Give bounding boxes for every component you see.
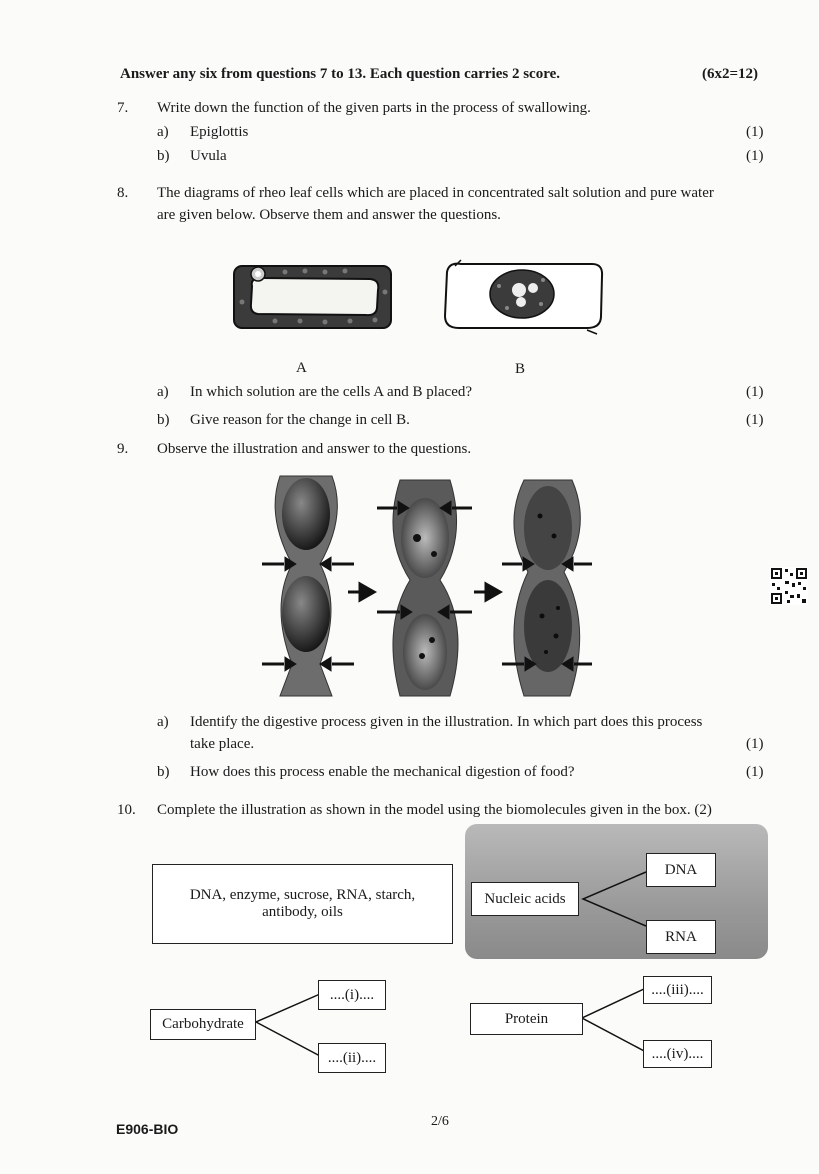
q7b-label: b) (157, 148, 170, 164)
section-instruction: Answer any six from questions 7 to 13. Each question carries 2 score. (120, 66, 560, 82)
cell-a-label: A (296, 360, 307, 376)
protein-connectors (580, 980, 648, 1062)
q9a-mark: (1) (746, 736, 764, 752)
q8-text-line1: The diagrams of rheo leaf cells which are placed in concentrated salt solution and pure water (157, 185, 714, 201)
q9b-text: How does this process enable the mechanical digestion of food? (190, 764, 575, 780)
footer-paper-code: E906-BIO (116, 1121, 179, 1137)
carbohydrate-box (150, 1009, 256, 1040)
q7a-text: Epiglottis (190, 124, 249, 140)
q9b-label: b) (157, 764, 170, 780)
q8-text-line2: are given below. Observe them and answer the questions. (157, 207, 501, 223)
q7b-mark: (1) (746, 148, 764, 164)
q10-number: 10. (117, 802, 136, 818)
blank-i-text: ....(i).... (329, 986, 375, 1003)
model-child-rna-box (646, 920, 716, 954)
word-box-line1: DNA, enzyme, sucrose, RNA, starch, (189, 887, 416, 903)
blank-iv-text: ....(iv).... (651, 1045, 704, 1062)
qr-code-icon (770, 567, 808, 605)
q7a-label: a) (157, 124, 169, 140)
q9-text: Observe the illustration and answer to the questions. (157, 441, 472, 457)
q7a-mark: (1) (746, 124, 764, 140)
protein-box (470, 1003, 583, 1035)
q8a-text: In which solution are the cells A and B placed? (190, 384, 473, 400)
blank-i-box[interactable] (318, 980, 386, 1010)
q8b-label: b) (157, 412, 170, 428)
q7-number: 7. (117, 100, 129, 116)
blank-iv-box[interactable] (643, 1040, 712, 1068)
word-box-line2: antibody, oils (262, 904, 343, 920)
q8b-mark: (1) (746, 412, 764, 428)
blank-iii-text: ....(iii).... (651, 981, 704, 998)
q8b-text: Give reason for the change in cell B. (190, 412, 410, 428)
q9a-text-line2: take place. (190, 736, 255, 752)
carbohydrate-text: Carbohydrate (162, 1016, 244, 1032)
q8a-label: a) (157, 384, 169, 400)
q7-text: Write down the function of the given parts in the process of swallowing. (157, 100, 591, 116)
blank-ii-box[interactable] (318, 1043, 386, 1073)
model-child-rna-text: RNA (665, 928, 697, 945)
q9a-label: a) (157, 714, 169, 730)
carbohydrate-connectors (252, 980, 322, 1062)
q8a-mark: (1) (746, 384, 764, 400)
protein-text: Protein (504, 1010, 549, 1027)
peristalsis-illustration (262, 476, 592, 698)
cell-b-label: B (515, 361, 526, 377)
model-root-box (471, 882, 579, 916)
model-child-dna-text: DNA (664, 861, 698, 878)
model-root-text: Nucleic acids (484, 890, 566, 907)
footer-page-number: 2/6 (431, 1114, 449, 1129)
q9b-mark: (1) (746, 764, 764, 780)
cell-a-diagram (230, 262, 395, 334)
blank-iii-box[interactable] (643, 976, 712, 1004)
q9a-text-line1: Identify the digestive process given in the illustration. In which part does this process (190, 714, 703, 730)
model-child-dna-box (646, 853, 716, 887)
biomolecule-word-box (152, 864, 453, 944)
q10-text: Complete the illustration as shown in the model using the biomolecules given in the box. (2) (157, 802, 712, 818)
blank-ii-text: ....(ii).... (327, 1049, 377, 1066)
q7b-text: Uvula (190, 148, 227, 164)
cell-b-diagram (437, 258, 607, 334)
q8-number: 8. (117, 185, 129, 201)
section-total-score: (6x2=12) (702, 66, 759, 82)
q9-number: 9. (117, 441, 129, 457)
